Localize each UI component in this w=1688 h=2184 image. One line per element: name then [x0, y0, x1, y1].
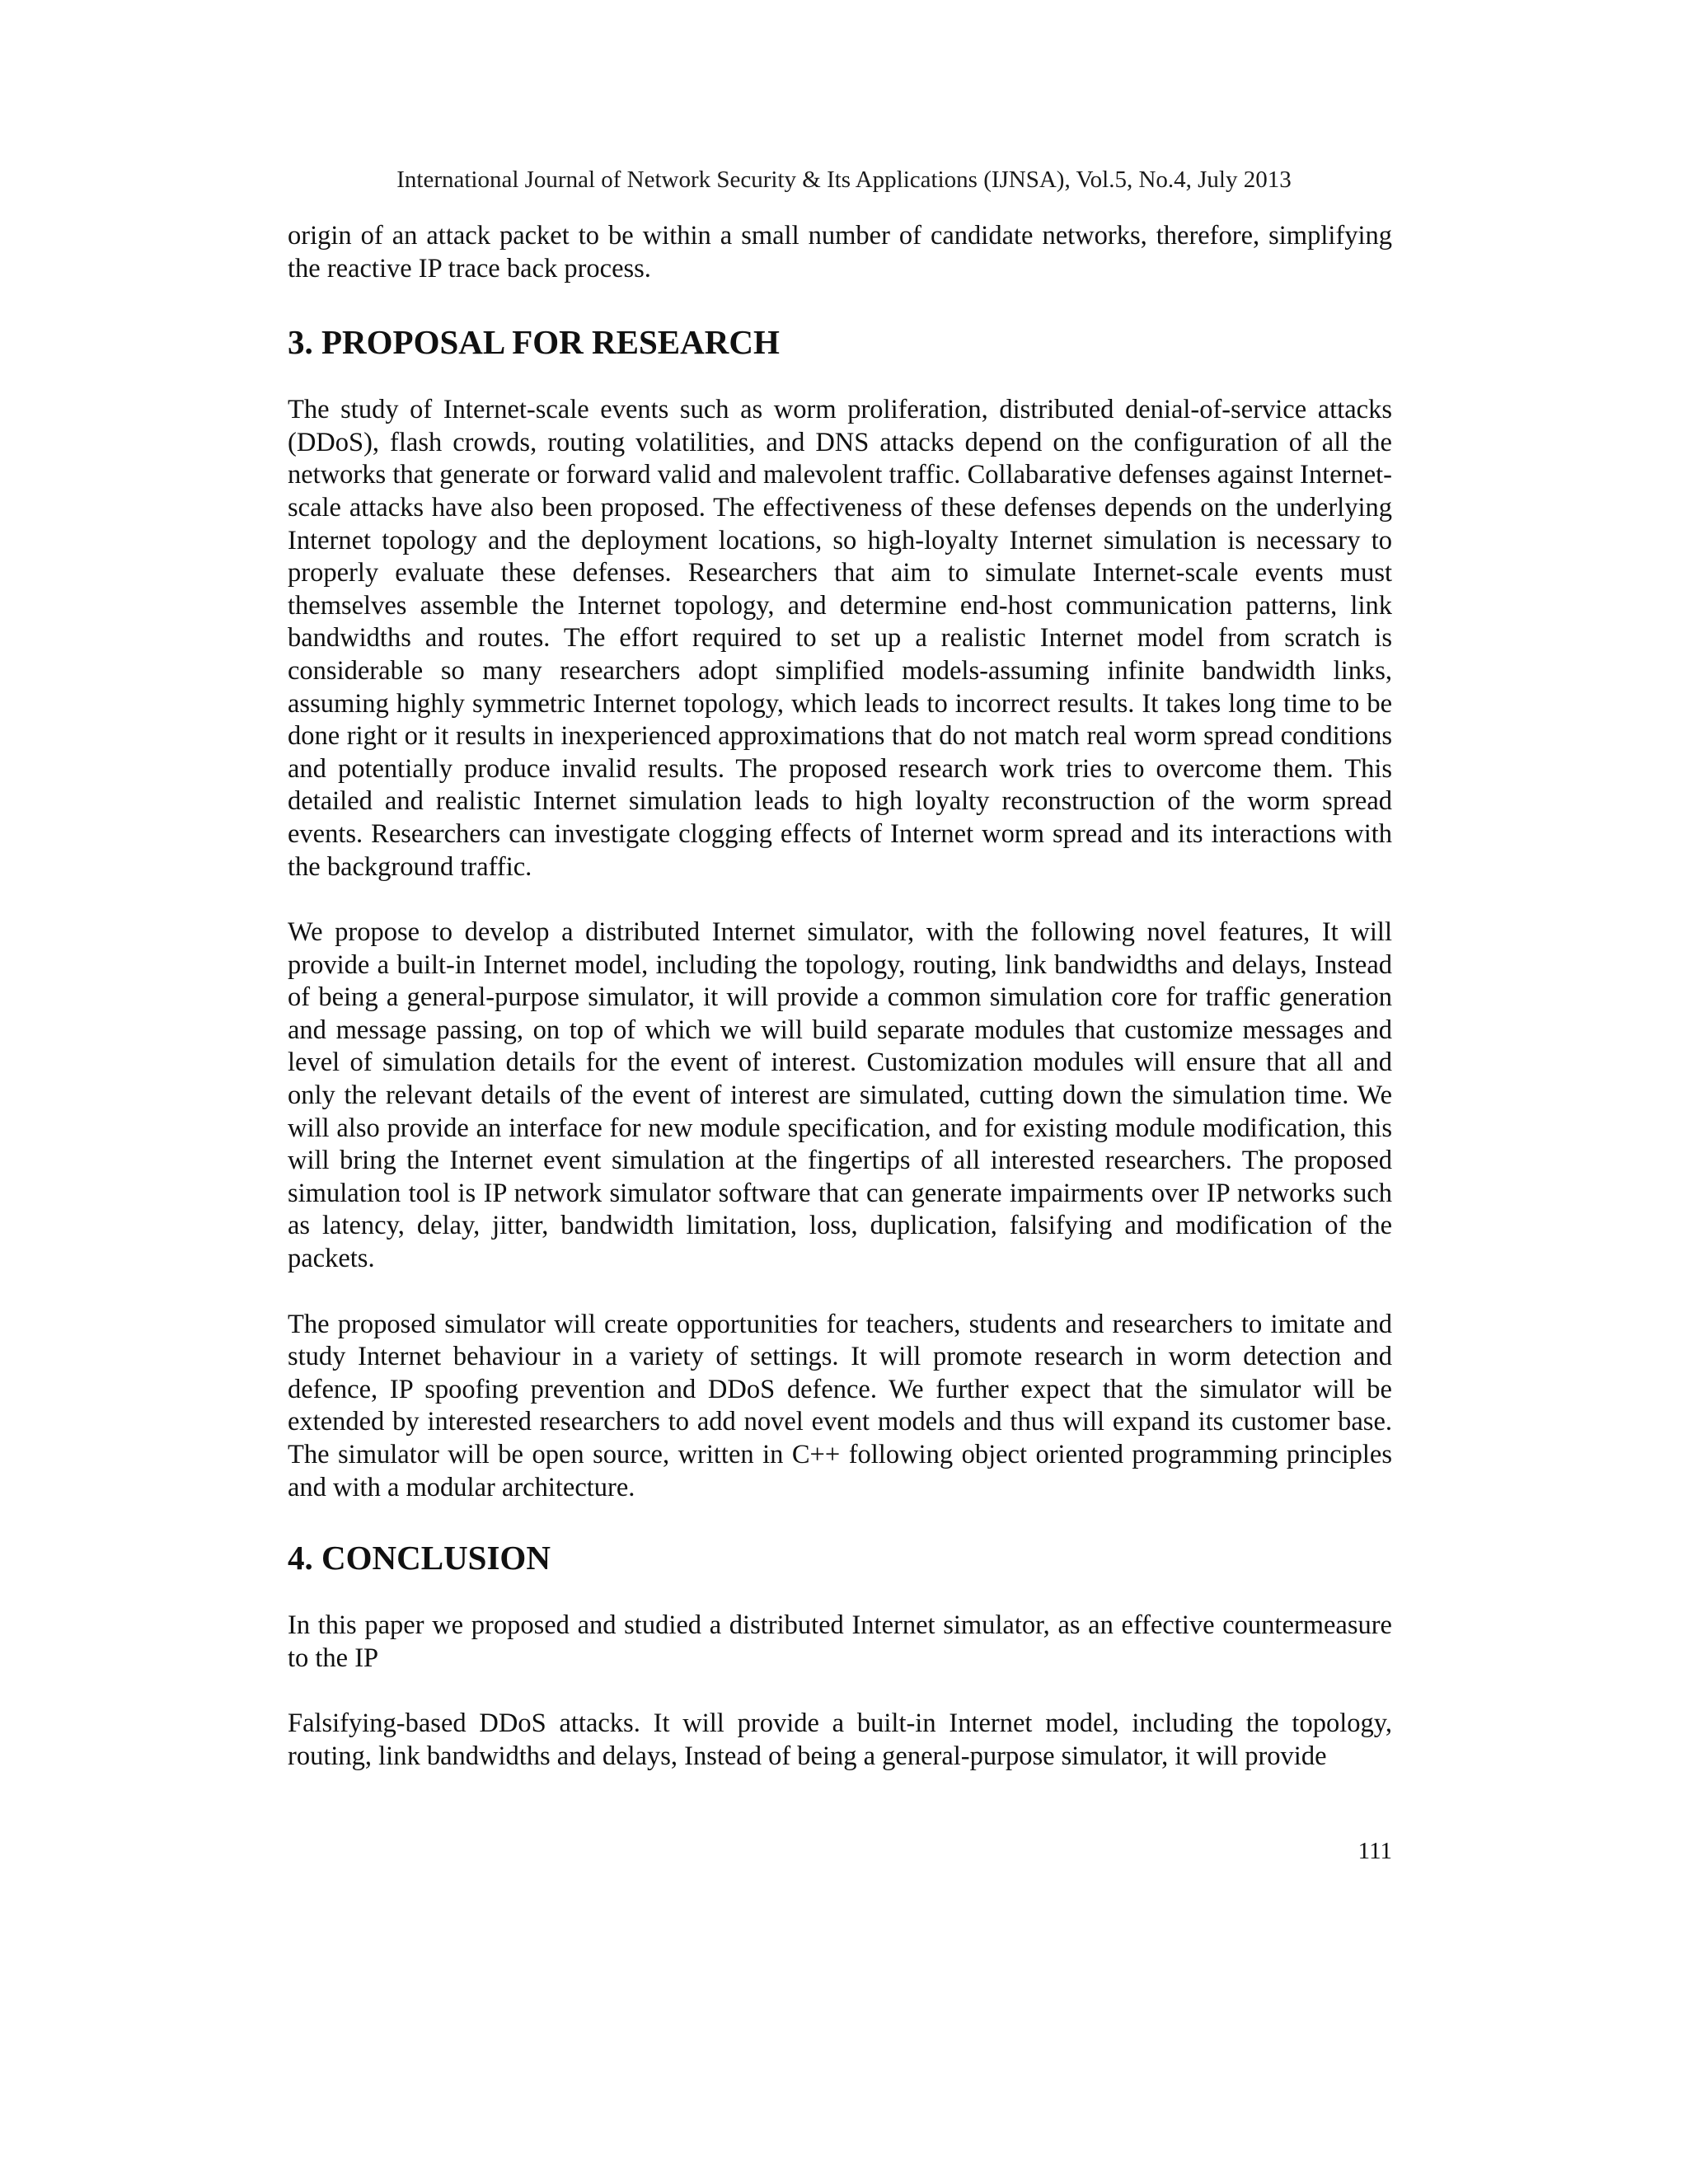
section-3-paragraph-2: We propose to develop a distributed Internet simulator, with the following novel features, It will provide a built-in Internet model, including the topology, routing, link bandwidths and delays, Instead of being a general-purpose simulator, it will provide a common simulation core for traffic generation and message passing, on top of which we will build separate modules that customize messages and level of simulation details for the event of interest. Customization modules will ensure that all and only the relevant details of the event of interest are simulated, cutting down the simulation time. We will also provide an interface for new module specification, and for existing module modification, this will bring the Internet event simulation at the fingertips of all interested researchers. The proposed simulation tool is IP network simulator software that can generate impairments over IP networks such as latency, delay, jitter, bandwidth limitation, loss, duplication, falsifying and modification of the packets.	[288, 917, 1392, 1274]
section-3-heading: 3. PROPOSAL FOR RESEARCH	[288, 323, 780, 362]
section-4-heading: 4. CONCLUSION	[288, 1539, 551, 1577]
section-4-paragraph-1: In this paper we proposed and studied a distributed Internet simulator, as an effective countermeasure to the IP	[288, 1610, 1392, 1673]
continuation-paragraph: origin of an attack packet to be within a small number of candidate networks, therefore, simplifying the reactive IP trace back process.	[288, 221, 1392, 284]
page-number: 111	[1357, 1838, 1392, 1864]
section-3-paragraph-1: The study of Internet-scale events such as worm proliferation, distributed denial-of-service attacks (DDoS), flash crowds, routing volatilities, and DNS attacks depend on the configuration of all the networks that generate or forward valid and malevolent traffic. Collabarative defenses against Internet-scale attacks have also been proposed. The effectiveness of these defenses depends on the underlying Internet topology and the deployment locations, so high-loyalty Internet simulation is necessary to properly evaluate these defenses. Researchers that aim to simulate Internet-scale events must themselves assemble the Internet topology, and determine end-host communication patterns, link bandwidths and routes. The effort required to set up a realistic Internet model from scratch is considerable so many researchers adopt simplified models-assuming infinite bandwidth links, assuming highly symmetric Internet topology, which leads to incorrect results. It takes long time to be done right or it results in inexperienced approximations that do not match real worm spread conditions and potentially produce invalid results. The proposed research work tries to overcome them. This detailed and realistic Internet simulation leads to high loyalty reconstruction of the worm spread events. Researchers can investigate clogging effects of Internet worm spread and its interactions with the background traffic.	[288, 395, 1392, 882]
section-4-paragraph-2: Falsifying-based DDoS attacks. It will provide a built-in Internet model, including the topology, routing, link bandwidths and delays, Instead of being a general-purpose simulator, it will provide	[288, 1708, 1392, 1771]
running-header: International Journal of Network Security & Its Applications (IJNSA), Vol.5, No.4, July 2013	[396, 166, 1292, 193]
body-text	[288, 220, 1392, 1774]
section-3-paragraph-3: The proposed simulator will create opportunities for teachers, students and researchers to imitate and study Internet behaviour in a variety of settings. It will promote research in worm detection and defence, IP spoofing prevention and DDoS defence. We further expect that the simulator will be extended by interested researchers to add novel event models and thus will expand its customer base. The simulator will be open source, written in C++ following object oriented programming principles and with a modular architecture.	[288, 1309, 1392, 1502]
